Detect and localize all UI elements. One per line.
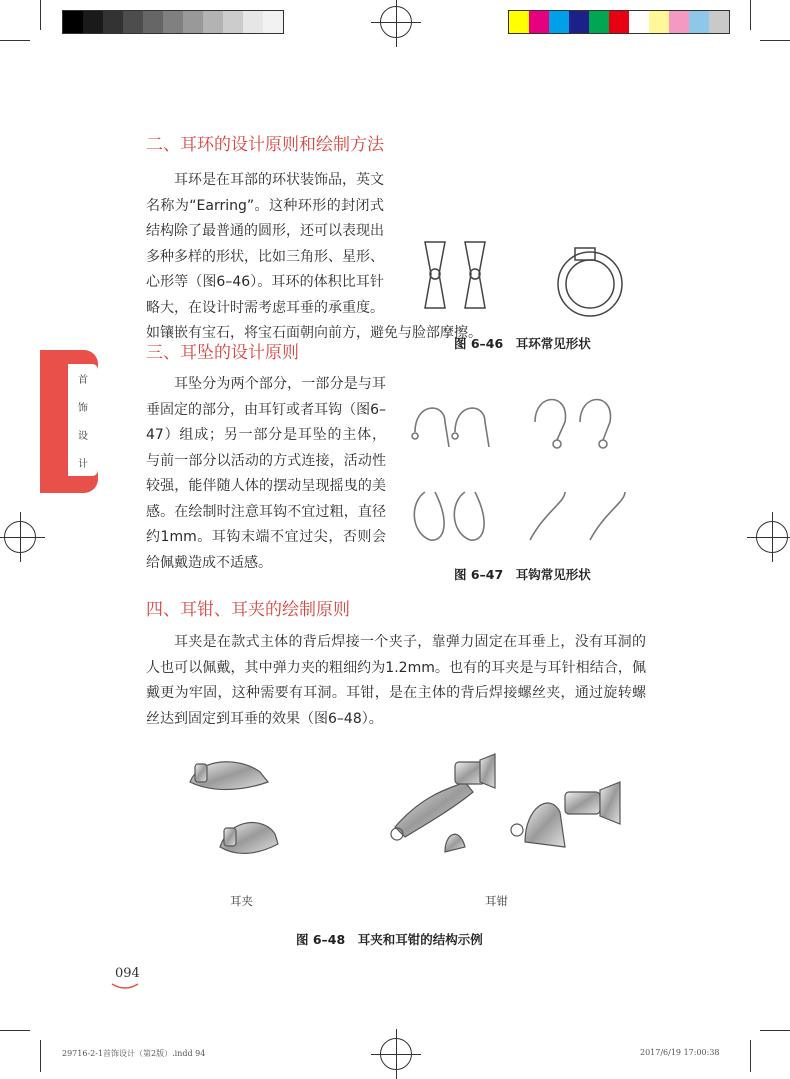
side-tab-char: 饰 xyxy=(78,402,88,414)
chapter-side-tab xyxy=(40,350,98,493)
section-heading-earring: 二、耳环的设计原则和绘制方法 xyxy=(146,135,384,155)
crop-mark xyxy=(40,0,41,30)
figure-6-46-earring-shapes xyxy=(415,238,645,318)
figure-6-47-ear-hook-shapes xyxy=(405,392,645,552)
process-color-bar xyxy=(508,10,730,34)
gray-swatch xyxy=(183,11,203,33)
figure-6-48-label-ear-clip: 耳夹 xyxy=(230,894,253,908)
paragraph-ear-drop: 耳坠分为两个部分，一部分是与耳垂固定的部分，由耳钉或者耳钩（图6–47）组成；另一部分是耳坠的主体，与前一部分以活动的方式连接，活动性较强，能伴随人体的摆动呈现摇曳的美感。在绘制时注意耳钩不宜过粗，直径约1mm。耳钩末端不宜过尖，否则会给佩戴造成不适感。 xyxy=(146,376,386,571)
registration-mark-left xyxy=(4,521,36,553)
color-swatch xyxy=(569,11,589,33)
color-swatch xyxy=(629,11,649,33)
paragraph-earring: 耳环是在耳部的环状装饰品，英文名称为“Earring”。这种环形的封闭式结构除了最普通的圆形，还可以表现出多种多样的形状，比如三角形、星形、心形等（图6–46）。耳环的体积比耳针略大，在设计时需考虑耳垂的承重度。如镶嵌有宝石，将宝石面朝向前方，避免与脸部摩擦。 xyxy=(146,168,646,347)
gray-swatch xyxy=(143,11,163,33)
crop-mark xyxy=(760,40,790,41)
color-swatch xyxy=(529,11,549,33)
section-heading-ear-drop: 三、耳坠的设计原则 xyxy=(146,343,299,363)
gray-swatch xyxy=(63,11,83,33)
side-tab-char: 计 xyxy=(78,458,88,470)
color-swatch xyxy=(509,11,529,33)
page-number-underline xyxy=(110,982,140,990)
crop-mark xyxy=(0,40,30,41)
registration-mark-bottom xyxy=(380,1038,412,1070)
figure-6-46-caption: 图 6–46 耳环常见形状 xyxy=(454,336,591,351)
side-tab-char: 首 xyxy=(78,374,88,386)
figure-6-48-caption: 图 6–48 耳夹和耳钳的结构示例 xyxy=(296,932,483,947)
section-heading-ear-clip: 四、耳钳、耳夹的绘制原则 xyxy=(146,600,350,620)
color-swatch xyxy=(589,11,609,33)
color-swatch xyxy=(669,11,689,33)
figure-6-47-caption: 图 6–47 耳钩常见形状 xyxy=(454,567,591,582)
page-number: 094 xyxy=(115,966,140,981)
figure-6-48-label-ear-screw: 耳钳 xyxy=(485,894,508,908)
gray-swatch xyxy=(243,11,263,33)
crop-mark xyxy=(750,0,751,30)
registration-mark-right xyxy=(756,521,788,553)
side-tab-char: 设 xyxy=(78,430,88,442)
footer-file-info: 29716-2-1首饰设计（第2版）.indd 94 xyxy=(62,1049,206,1058)
color-swatch xyxy=(549,11,569,33)
gray-swatch xyxy=(83,11,103,33)
crop-mark xyxy=(40,1040,41,1072)
gray-swatch xyxy=(203,11,223,33)
gray-swatch xyxy=(123,11,143,33)
gray-swatch xyxy=(263,11,283,33)
color-swatch xyxy=(609,11,629,33)
color-swatch xyxy=(689,11,709,33)
gray-swatch xyxy=(223,11,243,33)
footer-timestamp: 2017/6/19 17:00:38 xyxy=(640,1048,720,1057)
crop-mark xyxy=(750,1040,751,1072)
paragraph-ear-clip: 耳夹是在款式主体的背后焊接一个夹子，靠弹力固定在耳垂上，没有耳洞的人也可以佩戴，其中弹力夹的粗细约为1.2mm。也有的耳夹是与耳针相结合，佩戴更为牢固，这种需要有耳洞。耳钳，是在主体的背后焊接螺丝夹，通过旋转螺丝达到固定到耳垂的效果（图6–48）。 xyxy=(146,634,646,727)
gray-swatch xyxy=(103,11,123,33)
registration-mark-top xyxy=(380,6,412,38)
figure-6-48-ear-clip-photo xyxy=(180,752,280,877)
crop-mark xyxy=(0,1030,30,1031)
color-swatch xyxy=(709,11,729,33)
figure-6-48-ear-screw-photo xyxy=(385,752,635,882)
grayscale-color-bar xyxy=(62,10,284,34)
color-swatch xyxy=(649,11,669,33)
crop-mark xyxy=(760,1030,790,1031)
gray-swatch xyxy=(163,11,183,33)
